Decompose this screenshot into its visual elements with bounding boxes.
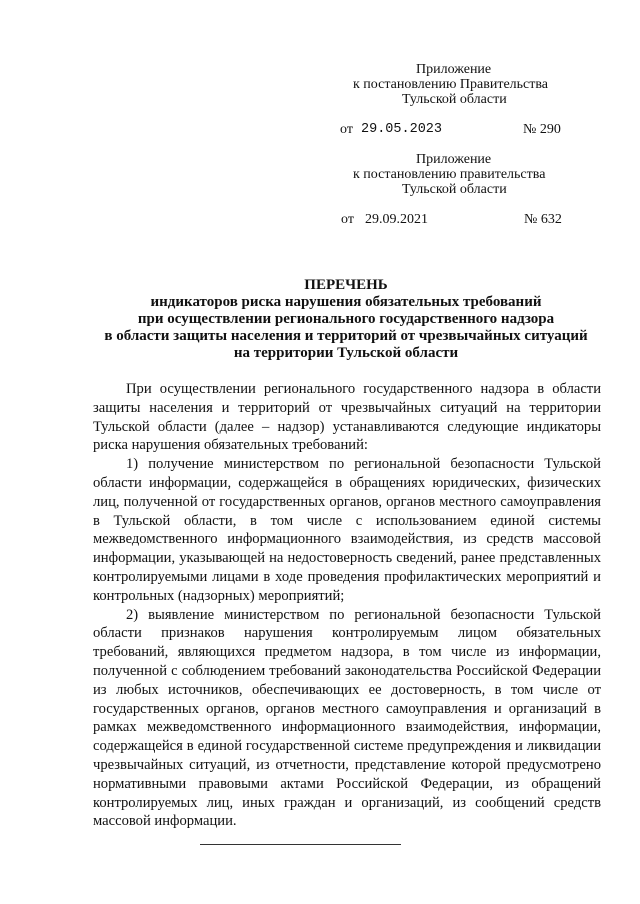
annex-new-number: № 290: [523, 122, 561, 137]
annex-old-line2: к постановлению правительства: [353, 167, 546, 182]
annex-old-number: № 632: [524, 212, 562, 227]
document-body: [93, 380, 601, 831]
annex-new-line1: Приложение: [416, 62, 492, 77]
annex-new-line2: к постановлению Правительства: [353, 77, 549, 92]
body-item-1-paragraph: 1) получение министерством по региональной безопасности Тульской области информации, содержащейся в обращениях юридических, физических лиц, полученной от государственных органов, органов местного самоуправления в Тульской области, в том числе с использованием единой системы межведомственного информационного взаимодействия, из средств массовой информации, указывающей на недостоверность сведений, ранее представленных контролируемыми лицами в ходе проведения профилактических мероприятий и контрольных (надзорных) мероприятий;: [93, 456, 601, 604]
heading-subtitle-2: при осуществлении регионального государственного надзора: [137, 311, 555, 327]
heading-subtitle-1: индикаторов риска нарушения обязательных требований: [150, 294, 542, 310]
annex-new-line3: Тульской области: [402, 92, 507, 107]
annex-old-date-prefix: от: [341, 212, 354, 227]
annex-new-date: 29.05.2023: [361, 122, 443, 137]
end-divider-line: [200, 844, 401, 845]
body-intro-paragraph: При осуществлении регионального государственного надзора в области защиты населения и территорий от чрезвычайных ситуаций на территории Тульской области (далее – надзор) устанавливаются следующие индикаторы риска нарушения обязательных требований:: [93, 381, 601, 454]
annex-old-line1: Приложение: [416, 152, 492, 167]
body-item-2-paragraph: 2) выявление министерством по региональной безопасности Тульской области признаков нарушения контролируемым лицом обязательных требований, являющихся предметом надзора, в том числе из информации, полученной с соблюдением требований законодательства Российской Федерации из любых источников, обеспечивающих ее достоверность, в том числе от государственных органов, органов местного самоуправления и организаций в рамках межведомственного информационного взаимодействия, информации, содержащейся в единой государственной системе предупреждения и ликвидации чрезвычайных ситуаций, из отчетности, представление которой предусмотрено нормативными правовыми актами Российской Федерации, из обращений контролируемых лиц, иных граждан и организаций, из сообщений средств массовой информации.: [93, 606, 601, 830]
heading-subtitle-4: на территории Тульской области: [233, 345, 459, 361]
annex-old-date: 29.09.2021: [365, 212, 428, 227]
annex-old-line3: Тульской области: [402, 182, 507, 197]
document-title: ПЕРЕЧЕНЬ: [304, 277, 388, 293]
heading-subtitle-3: в области защиты населения и территорий от чрезвычайных ситуаций: [104, 328, 588, 344]
annex-new-date-prefix: от: [340, 122, 353, 137]
